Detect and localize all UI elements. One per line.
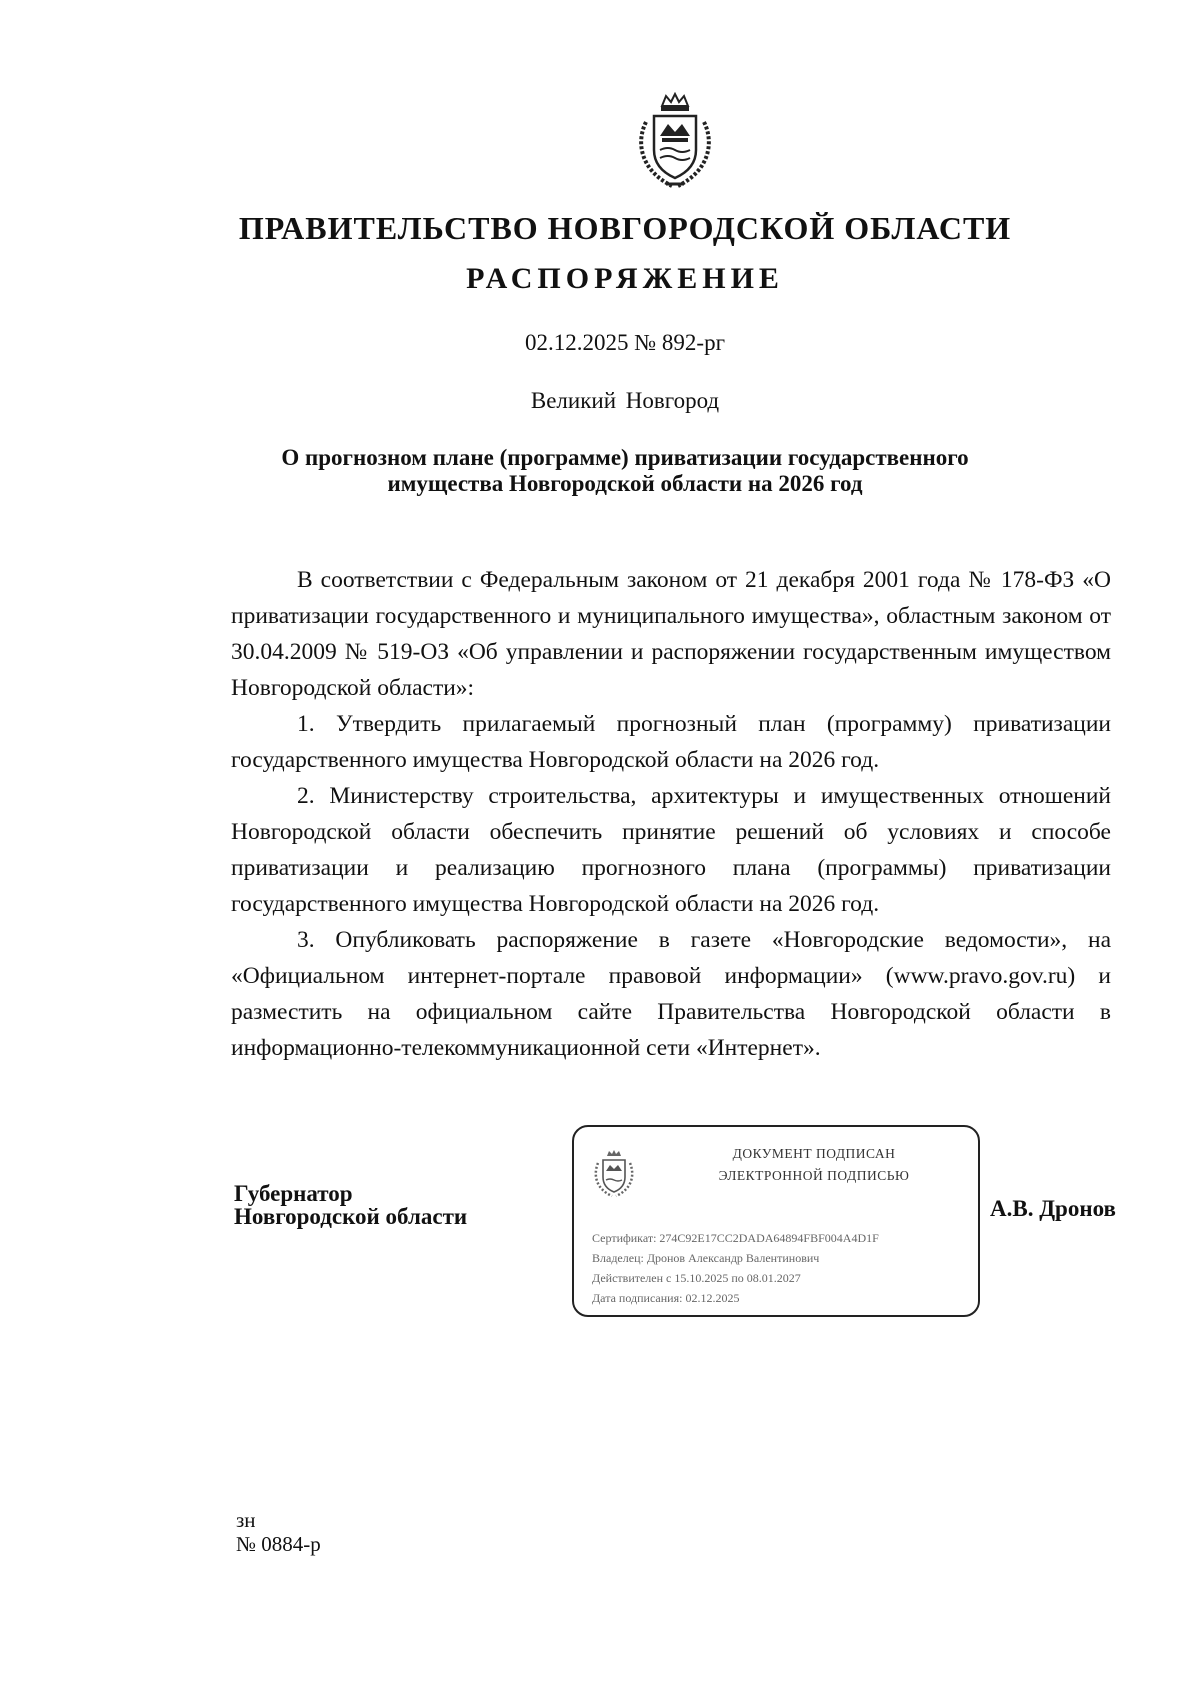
stamp-title-line-1: ДОКУМЕНТ ПОДПИСАН xyxy=(732,1146,896,1161)
signatory-name: А.В. Дронов xyxy=(990,1196,1116,1221)
stamp-coat-of-arms-icon xyxy=(592,1149,636,1199)
registration-mark xyxy=(236,1508,321,1556)
document-date-number: 02.12.2025 № 892-рг xyxy=(524,330,726,355)
document-body xyxy=(231,562,1111,1066)
stamp-certificate: Сертификат: 274C92E17CC2DADA64894FBF004A4D1F xyxy=(592,1231,879,1245)
item-1-paragraph: 1. Утвердить прилагаемый прогнозный план (программу) приватизации государственного имущества Новгородской области на 2026 год. xyxy=(231,711,1111,773)
signatory-position xyxy=(234,1182,467,1228)
coat-of-arms-icon xyxy=(632,92,718,192)
preamble-paragraph: В соответствии с Федеральным законом от 21 декабря 2001 года № 178-ФЗ «О приватизации государственного и муниципального имущества», областным законом от 30.04.2009 № 519-ОЗ «Об управлении и распоряжении государственным имуществом Новгородской области»: xyxy=(231,567,1111,701)
stamp-title-line-2: ЭЛЕКТРОННОЙ ПОДПИСЬЮ xyxy=(718,1168,910,1183)
electronic-signature-stamp xyxy=(572,1125,980,1317)
signatory-position-line-1: Губернатор xyxy=(234,1181,353,1206)
document-city: Великий Новгород xyxy=(530,388,720,413)
item-3-paragraph: 3. Опубликовать распоряжение в газете «Новгородские ведомости», на «Официальном интернет-портале правовой информации» (www.pravo.gov.ru) и разместить на официальном сайте Правительства Новгородской области в информационно-телекоммуникационной сети «Интернет». xyxy=(231,927,1111,1061)
document-subject xyxy=(200,445,1050,497)
registration-number: № 0884-р xyxy=(236,1532,321,1556)
government-title: ПРАВИТЕЛЬСТВО НОВГОРОДСКОЙ ОБЛАСТИ xyxy=(238,210,1012,246)
stamp-owner: Владелец: Дронов Александр Валентинович xyxy=(592,1251,820,1265)
stamp-sign-date: Дата подписания: 02.12.2025 xyxy=(592,1291,740,1305)
stamp-title xyxy=(684,1143,944,1187)
document-type: РАСПОРЯЖЕНИЕ xyxy=(466,262,784,295)
executor-initials: зн xyxy=(236,1508,256,1532)
signatory-position-line-2: Новгородской области xyxy=(234,1204,468,1229)
item-2-paragraph: 2. Министерству строительства, архитектуры и имущественных отношений Новгородской области обеспечить принятие решений об условиях и способе приватизации и реализацию прогнозного плана (программы) приватизации государственного имущества Новгородской области на 2026 год. xyxy=(231,783,1111,917)
subject-line-1: О прогнозном плане (программе) приватизации государственного xyxy=(281,445,969,470)
stamp-validity: Действителен с 15.10.2025 по 08.01.2027 xyxy=(592,1271,801,1285)
subject-line-2: имущества Новгородской области на 2026 год xyxy=(387,471,863,496)
